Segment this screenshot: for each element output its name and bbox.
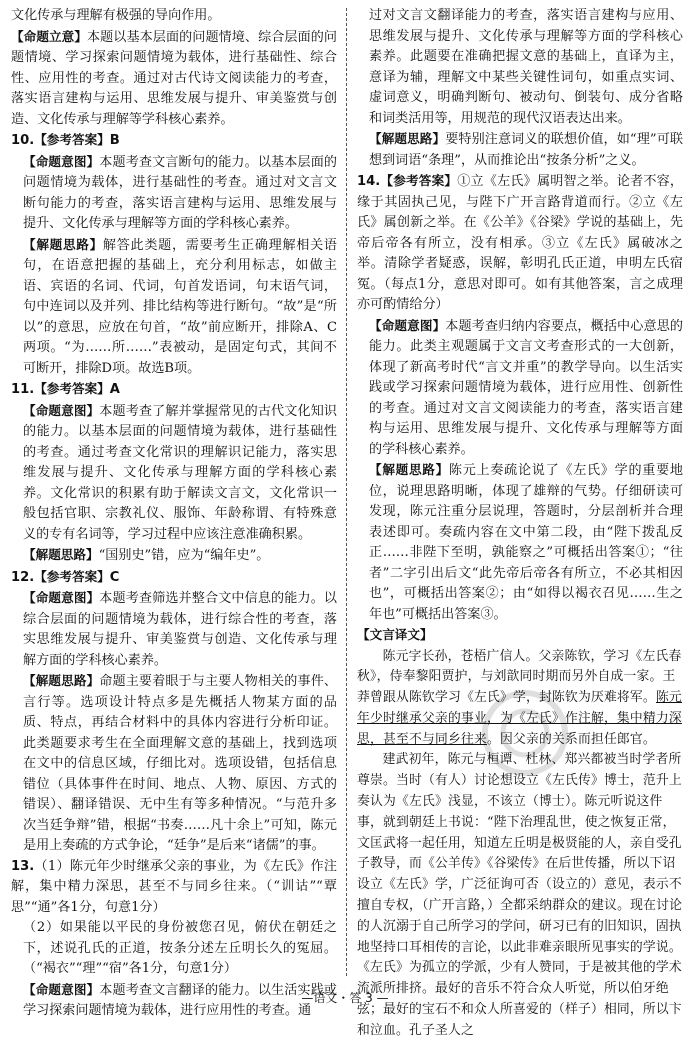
- answer-letter: A: [109, 382, 120, 397]
- tag-label: 【解题思路】: [369, 131, 446, 146]
- question-14-answer: [357, 171, 683, 316]
- question-11-answer: [11, 379, 337, 401]
- tag-label: 【参考答案】: [380, 173, 458, 188]
- page-footer: —语文・答 3 —: [301, 991, 389, 1005]
- question-13-intent-cont: 过对文言文翻译能力的考查，落实语言建构与应用、思维发展与提升、文化传承与理解等方面的学科核心素养。此题要在准确把握文意的基础上，直译为主，意译为辅，理解文中某些关键性词句，如重点实词、虚词意义，明确判断句、被动句、倒装句、成分省略和词类活用等，用规范的现代汉语表达出来。: [369, 8, 683, 126]
- answer-letter: C: [109, 569, 120, 585]
- body-text: 本题考查了解并掌握常见的古代文化知识的能力。以基本层面的问题情境为载体，进行基础性的考查。通过考查文化常识的理解识记能力，落实思维发展与提升、文化传承与理解方面的学科核心素养。文化常识的积累有助于解读文言文，文化常识一般包括官职、宗教礼仪、服饰、年龄称谓、有特殊意义的专有名词等，学习过程中应该注意准确积累。: [23, 403, 338, 542]
- body-text: “国别史”错，应为“编年史”。: [98, 548, 270, 563]
- question-14-intent: [357, 316, 683, 461]
- intro-text: 文化传承与理解有极强的导向作用。: [11, 8, 221, 23]
- block-mingti-liyi: [11, 27, 337, 131]
- tag-label: 【命题意图】: [23, 590, 100, 605]
- tag-label: 【文言译文】: [357, 627, 433, 642]
- question-13-approach: [357, 129, 683, 171]
- body-text: 解答此类题，需要考生正确理解相关语句，在语意把握的基础上，充分利用标志，如做主语、宾语的名词、代词，句首发语词，句末语气词，句中连词以及并列、排比结构等进行断句。“故”是“所以”的意思，应放在句首，“故”前应断开，排除A、C两项。“为……所……”表被动，是固定句式，其间不可断开，排除D项。故选B项。: [23, 237, 338, 376]
- tag-label: 【解题思路】: [23, 547, 99, 562]
- question-10-approach: [11, 235, 337, 380]
- question-11-approach: [11, 545, 337, 567]
- tag-label: 【参考答案】: [34, 381, 110, 396]
- translation-heading: [357, 625, 683, 647]
- question-10-intent: [11, 152, 337, 235]
- body-text: ①立《左氏》属明智之举。论者不容，缘于其固执己见，与陛下广开言路背道而行。②立《左氏》属创新之举。在《公羊》《谷梁》学说的基础上，先帝后帝各有所立，没有相承。③立《左氏》属破冰之举。清除学者疑惑，误解，彰明孔氏正道，申明左氏宿冤。（每点1分，意思对即可。如有其他答案，言之成理亦可酌情给分）: [357, 174, 684, 312]
- question-12-intent: [11, 588, 337, 671]
- body-text: 本题以基本层面的问题情境、综合层面的问题情境、学习探索问题情境为载体，进行基础性、综合性、应用性的考查。通过对古代诗文阅读能力的考查，落实语言建构与运用、思维发展与提升、审美鉴赏与创造、文化传承与理解等学科核心素养。: [11, 29, 338, 127]
- tag-label: 【命题意图】: [23, 981, 100, 997]
- watermark-logo: [475, 683, 575, 783]
- body-text: 本题考查文言断句的能力。以基本层面的问题情境为载体，进行基础性的考查。通过对文言文断句能力的考查，落实语言建构与运用、思维发展与提升、文化传承与理解等方面的学科核心素养。: [23, 154, 338, 231]
- tag-label: 【参考答案】: [34, 132, 110, 147]
- translation-paragraph-2: 建武初年，陈元与桓谭、杜林、郑兴都被当时学者所尊崇。当时（有人）讨论想设立《左氏传》博士，范升上奏认为《左氏》浅显，不该立（博士）。陈元听说这件事，就到朝廷上书说：“陛下治理乱世，使之恢复正常，文匡武将一起任用，知道左丘明是极贤能的人，亲自受孔子教导，而《公羊传》《谷梁传》在后世传播，所以下诏设立《左氏》学，广泛征询可否（设立的）意见，表示不擅自专权，（广开言路，）全都采纳群众的建议。现在讨论的人沉溺于自己所学习的学问，研习已有的旧知识，固执地坚持口耳相传的言论，以此非难亲眼所见事实的学说。《左氏》为孤立的学派，少有人赞同，于是被其他的学术流派所排挤。最好的音乐不符合众人听觉，所以伯牙绝弦；最好的宝石不和众人所喜爱的（样子）相同，所以卞和泣血。孔子圣人之: [357, 752, 683, 1038]
- translation-text: 。因父亲的关系而担任郎官。: [486, 731, 656, 747]
- answer-letter: B: [109, 133, 120, 148]
- body-text: （1）陈元年少时继承父亲的事业，为《左氏》作注解，集中精力深思，甚至不与同乡往来。（“训诂”“覃思”“通”各1分，句意1分）: [11, 858, 337, 915]
- body-text: 本题考查归纳内容要点，概括中心意思的能力。此类主观题属于文言文考查形式的一大创新，体现了新高考时代“言文并重”的教学导向。以生活实践或学习探索问题情境为载体，进行应用性、创新性的考查。通过对文言文阅读能力的考查，落实语言建构与运用、思维发展与提升、文化传承与理解等方面的学科核心素养。: [369, 318, 684, 457]
- tag-label: 【命题立意】: [11, 28, 87, 44]
- question-14-approach: [357, 460, 683, 625]
- right-column: [357, 6, 683, 1042]
- body-text: 要特别注意词义的联想价值，如“理”可联想到词语“条理”，从而推论出“按条分析”之义。: [369, 132, 684, 168]
- translation-text: 陈元字长孙，苍梧广信人。父亲陈钦，学习《左氏春秋》，侍奉黎阳贾护，与刘歆同时期而另外自成一家。王莽曾跟从陈钦学习《左氏》学，封陈钦为厌难将军。: [357, 648, 682, 706]
- body-text: 命题主要着眼于与主要人物相关的事件、言行等。选项设计特点多是先概括人物某方面的品质、特点，再结合材料中的具体内容进行分析印证。此类题要求考生在全面理解文意的基础上，找到选项在文中的信息区域，仔细比对。选项设错，包括信息错位（具体事件在时间、地点、人物、原因、方式的错误）、翻译错误、无中生有等多种情况。“与范升多次当廷争辩”错，根据“书奏……凡十余上”可知，陈元是用上奏疏的方式争论，“廷争”是后来“诸儒”的事。: [23, 674, 338, 853]
- question-number: 10.: [11, 133, 35, 148]
- question-10-answer: [11, 130, 337, 152]
- left-column: [11, 6, 337, 1022]
- body-text: 本题考查文言翻译的能力。以生活实践或学习探索问题情境为载体，进行应用性的考查。通: [23, 982, 338, 1018]
- tag-label: 【命题意图】: [369, 317, 446, 333]
- question-13-part1: [11, 857, 337, 919]
- question-number: 11.: [11, 382, 35, 397]
- body-text: 陈元上奏疏论说了《左氏》学的重要地位，说理思路明晰，体现了雄辩的气势。仔细研读可发现，陈元注重分层说理，答题时，分层剖析并合理表述即可。奏疏内容在文中第二段，由“陛下拨乱反正……非陛下至明，孰能察之”可概括出答案①；“往者”二字引出后文“此先帝后帝各有所立，不必其相因也”，可概括出答案②；由“如得以褐衣召见……生之年也”可概括出答案③。: [369, 463, 684, 622]
- question-12-approach: [11, 671, 337, 857]
- tag-label: 【解题思路】: [23, 673, 100, 688]
- translation-underlined: 陈元年少时继承父亲的事业，为《左氏》作注解，集中精力深思，甚至不与同乡往来: [357, 690, 682, 747]
- question-number: 14.: [357, 174, 381, 189]
- question-13-part2: （2）如果能以平民的身份被您召见，俯伏在朝廷之下，述说孔氏的正道，按条分述左丘明长久的冤屈。（“褐衣”“理”“宿”各1分，句意1分）: [23, 920, 337, 976]
- tag-label: 【命题意图】: [23, 153, 100, 169]
- question-number: 12.: [11, 569, 35, 585]
- tag-label: 【命题意图】: [23, 402, 100, 418]
- tag-label: 【解题思路】: [369, 462, 449, 477]
- column-divider: [346, 8, 347, 976]
- tag-label: 【解题思路】: [23, 236, 103, 252]
- body-text: 本题考查筛选并整合文中信息的能力。以综合层面的问题情境为载体，进行综合性的考查，落实思维发展与提升、审美鉴赏与创造、文化传承与理解方面的学科核心素养。: [23, 591, 338, 668]
- question-number: 13.: [11, 858, 35, 874]
- question-11-intent: [11, 401, 337, 546]
- tag-label: 【参考答案】: [34, 568, 110, 584]
- question-12-answer: [11, 567, 337, 589]
